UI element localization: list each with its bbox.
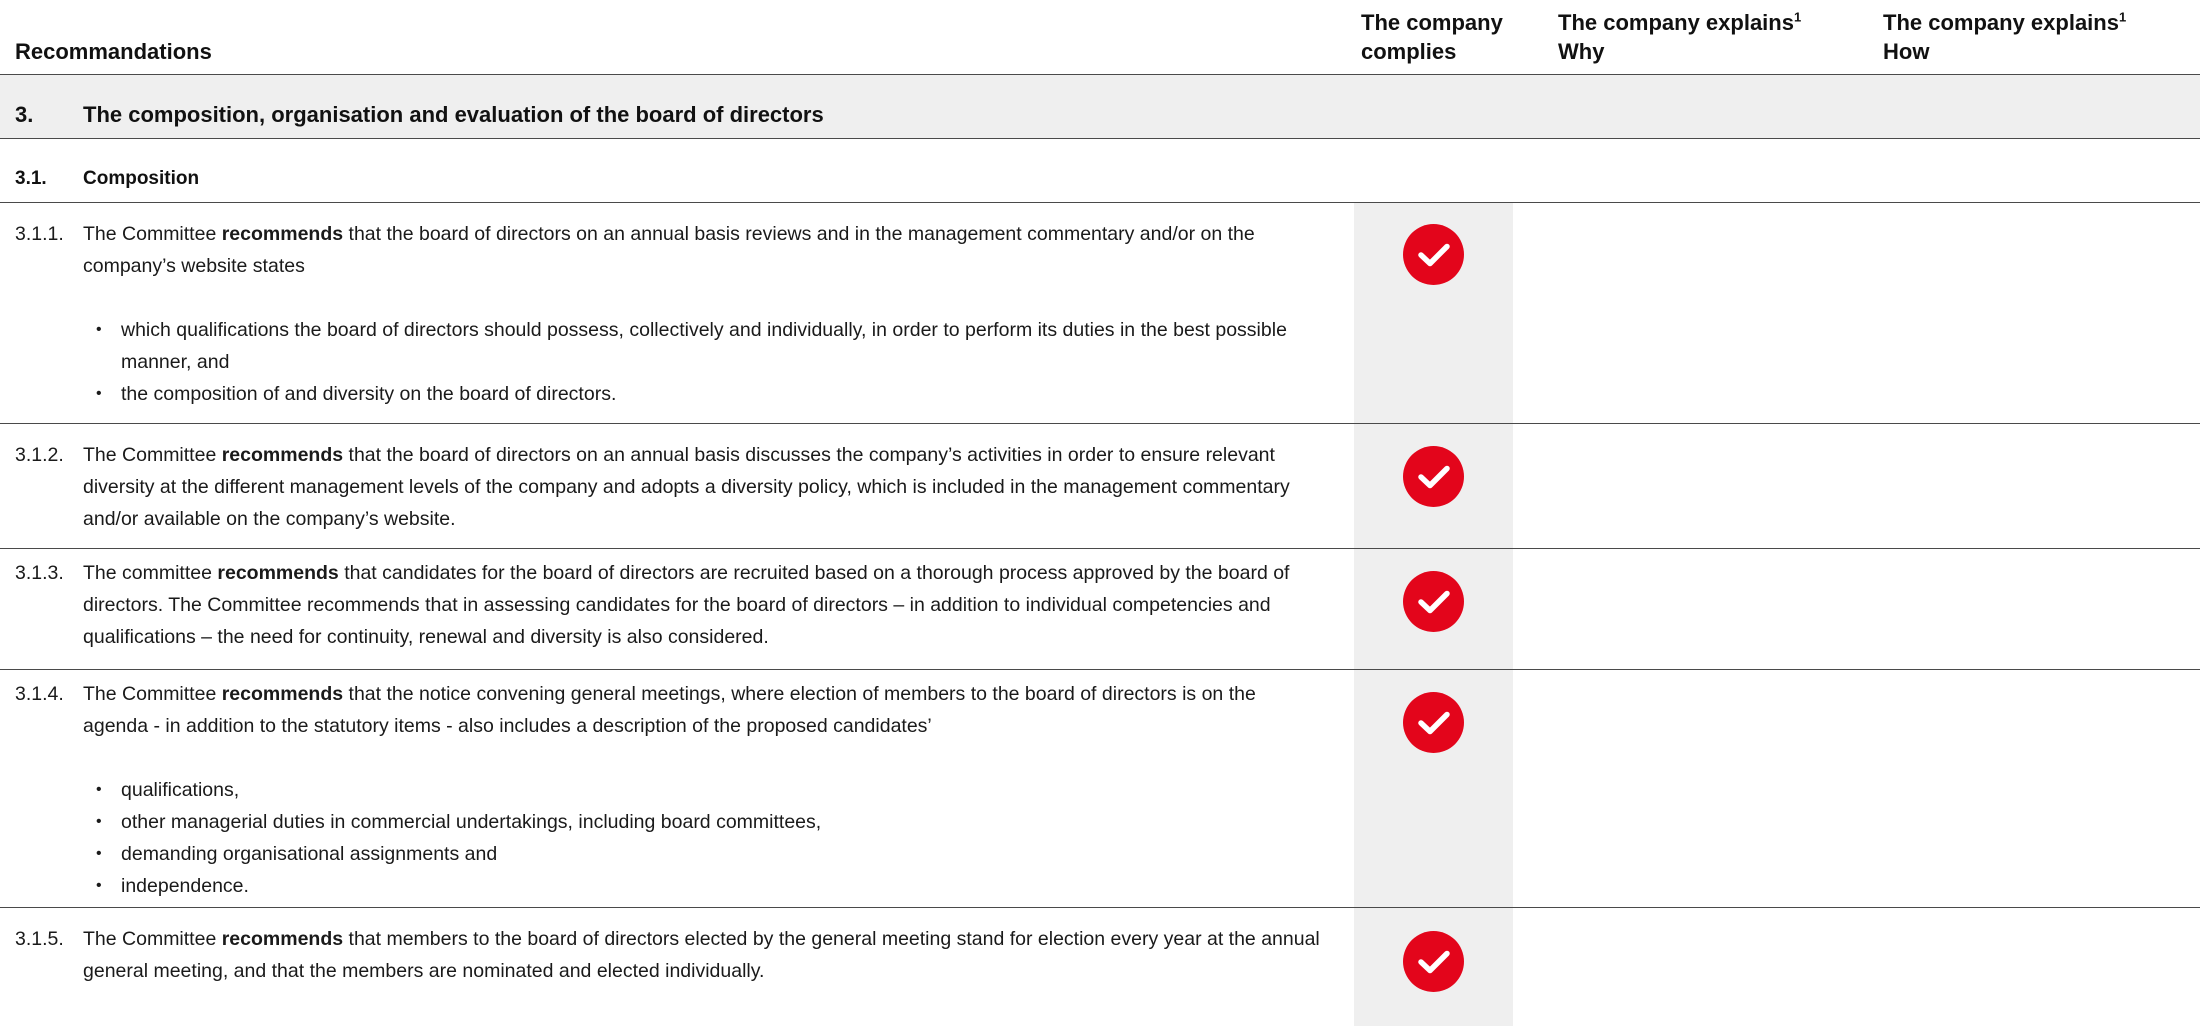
recommendation-number: 3.1.1. [15,223,64,245]
subsection-divider [0,202,2200,203]
recommendation-text: The Committee recommends that members to the board of directors elected by the general meeting stand for election every year at the annual general meeting, and that the members are nominated and elected individually. [83,928,1320,982]
recommendation-text: The Committee recommends that the board of directors on an annual basis discusses the company’s activities in order to ensure relevant diversity at the different management levels of the company and adopts a diversity policy, which is included in the management commentary and/or available on the company’s website. [83,444,1290,530]
bullet-item: • qualifications, [83,774,1323,806]
bullet-item: • the composition of and diversity on the board of directors. [83,378,1323,410]
header-explains-why: The company explains$^1$ Why [1558,9,1802,64]
recommendation-number: 3.1.2. [15,444,64,466]
recommendation-number: 3.1.3. [15,562,64,584]
recommendation-bullets [83,774,1323,902]
section-title: The composition, organisation and evaluation of the board of directors [83,102,824,127]
recommendation-bullets [83,314,1323,410]
bullet-item: • other managerial duties in commercial undertakings, including board committees, [83,806,1323,838]
check-circle-icon [1403,931,1464,992]
bullet-item: • independence. [83,870,1323,902]
row-divider [0,548,2200,549]
check-circle-icon [1403,446,1464,507]
check-circle-icon [1403,692,1464,753]
bullet-item: • which qualifications the board of directors should possess, collectively and individually, in order to perform its duties in the best possible manner, and [83,314,1323,378]
recommendation-text: The Committee recommends that the board of directors on an annual basis reviews and in the management commentary and/or on the company’s website states [83,223,1255,277]
recommendation-number: 3.1.4. [15,683,64,705]
subsection-title: Composition [83,168,200,189]
section-divider [0,138,2200,139]
recommendation-number: 3.1.5. [15,928,64,950]
header-recommendations: Recommandations [15,39,212,64]
subsection-number: 3.1. [15,168,47,189]
row-divider [0,907,2200,908]
section-number: 3. [15,102,34,127]
bullet-item: • demanding organisational assignments and [83,838,1323,870]
check-circle-icon [1403,571,1464,632]
recommendation-text: The Committee recommends that the notice convening general meetings, where election of members to the board of directors is on the agenda - in addition to the statutory items - also includes a description of the proposed candidates’ [83,683,1256,737]
header-explains-how: The company explains$^1$ How [1883,9,2127,64]
recommendation-text: The committee recommends that candidates for the board of directors are recruited based on a thorough process approved by the board of directors. The Committee recommends that in assessing candidates for the board of directors – in addition to individual competencies and qualifications – the need for continuity, renewal and diversity is also considered. [83,562,1290,648]
row-divider [0,669,2200,670]
header-complies: The company complies [1361,10,1503,64]
check-circle-icon [1403,224,1464,285]
row-divider [0,423,2200,424]
